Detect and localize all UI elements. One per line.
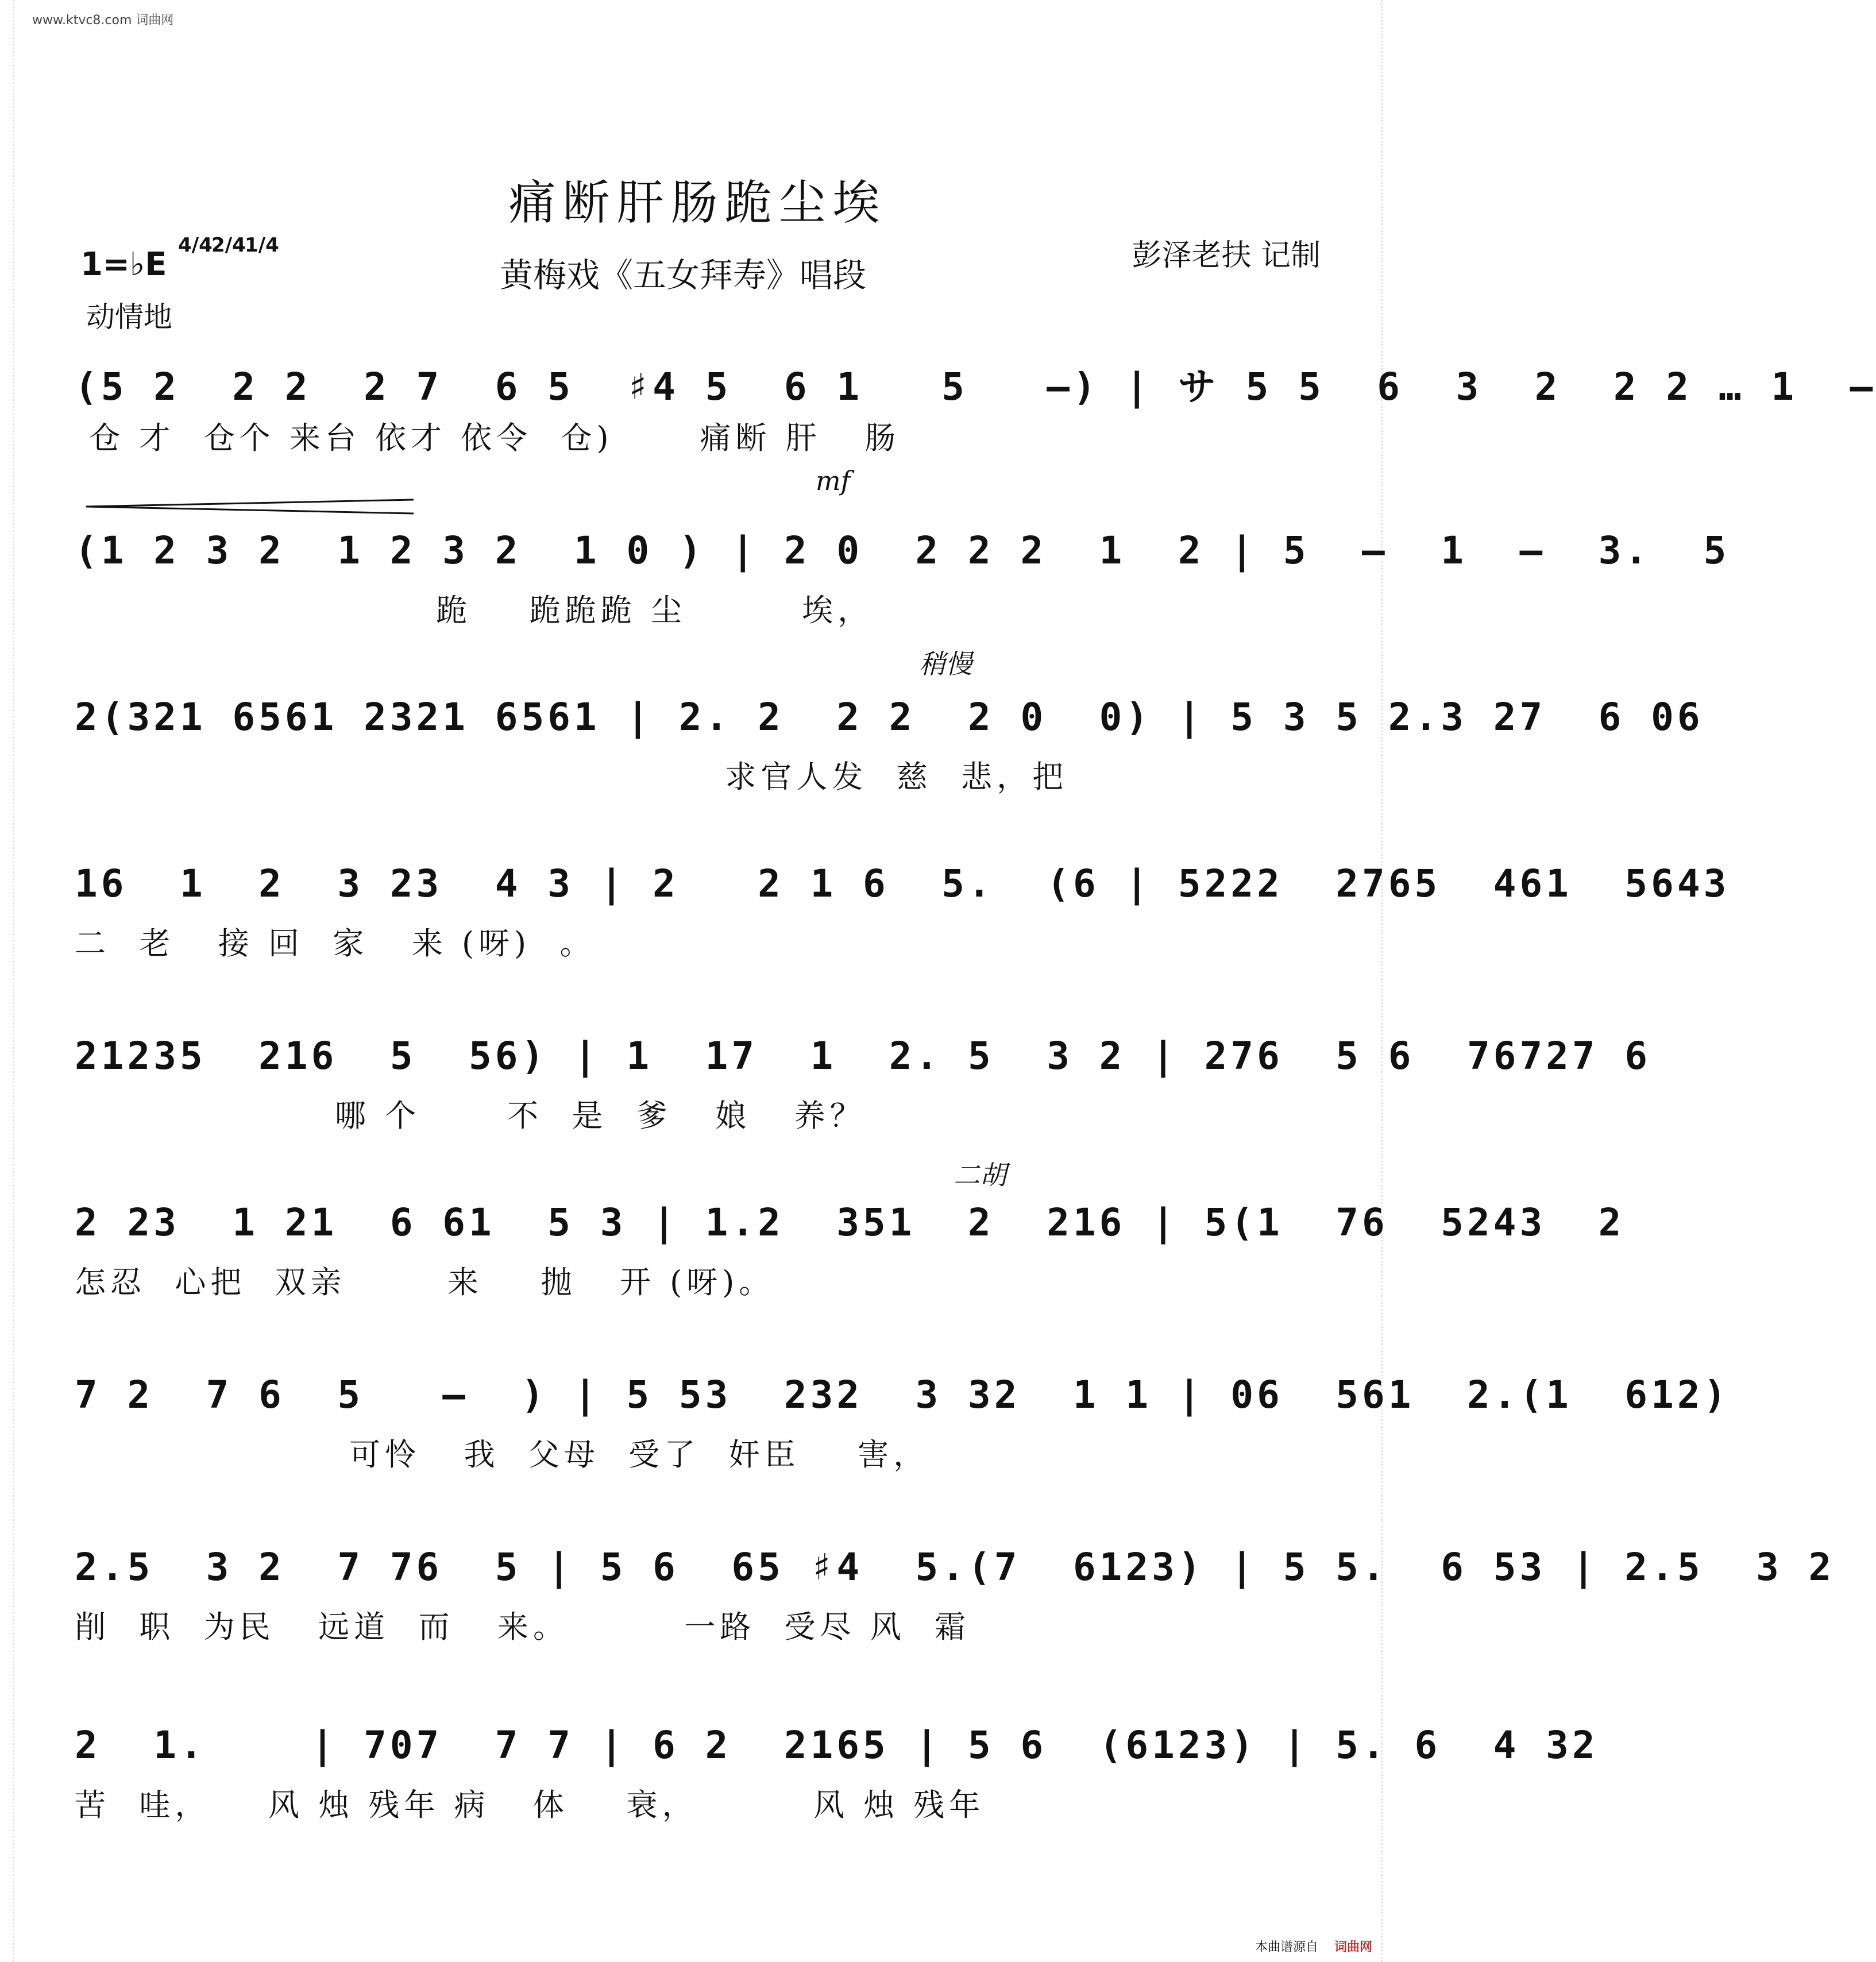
meter-value: 4/4: [178, 234, 213, 257]
dynamic-mf: mf: [816, 465, 851, 496]
footer-source: 本曲谱源自: [1254, 1940, 1318, 1955]
lyrics: 削 职 为民 远道 而 来。 一路 受尽 风 霜: [75, 1609, 971, 1645]
lyrics: 苦 哇， 风 烛 残年 病 体 衰， 风 烛 残年: [75, 1787, 985, 1823]
notation: 21235 216 5 56) | 1 17 1 2. 5 3 2 | 276 5 6 76727 6: [75, 1034, 1651, 1078]
tempo-marking: 动情地: [86, 300, 172, 334]
notation: 2 23 1 21 6 61 5 3 | 1.2 351 2 216 | 5(1 76 5243 2: [75, 1200, 1625, 1245]
lyrics: 仓 才 仓个 来台 依才 依令 仓) 痛断 肝 肠: [75, 420, 901, 456]
site-watermark: www.ktvc8.com 词曲网: [32, 13, 174, 28]
lyrics: 求官人发 慈 悲，把: [75, 759, 1068, 795]
key-signature: 1=♭E: [80, 246, 167, 283]
song-subtitle: 黄梅戏《五女拜寿》唱段: [500, 256, 867, 295]
notation: 2.5 3 2 7 76 5 | 5 6 65 ♯4 5.(7 6123) | 5 5. 6 53 | 2.5 3 2: [75, 1545, 1835, 1589]
notation: 2(321 6561 2321 6561 | 2. 2 2 2 2 0 0) | 5 3 5 2.3 27 6 06: [75, 695, 1704, 739]
lyrics: 跪 跪跪跪 尘 埃，: [75, 592, 874, 628]
footer-credit: [1255, 1937, 1372, 1955]
lyrics: 可怜 我 父母 受了 奸臣 害，: [75, 1436, 929, 1473]
lyrics: 哪 个 不 是 爹 娘 养？: [75, 1098, 866, 1134]
lyrics: 二 老 接 回 家 来 (呀) 。: [75, 925, 596, 961]
notation: (1 2 3 2 1 2 3 2 1 0 ) | 2 0 2 2 2 1 2 | 5 – 1 – 3. 5: [75, 528, 1730, 573]
meter-value: 2/4: [211, 234, 246, 257]
notation: 16 1 2 3 23 4 3 | 2 2 1 6 5. (6 | 5222 2765 461 5643: [75, 862, 1730, 906]
meter-value: 1/4: [245, 234, 279, 257]
transcriber-credit: 彭泽老扶 记制: [1132, 238, 1321, 273]
notation: 7 2 7 6 5 – ) | 5 53 232 3 32 1 1 | 06 561 2.(1 612): [75, 1373, 1730, 1417]
song-title: 痛断肝肠跪尘埃: [508, 176, 887, 230]
lyrics: 怎忍 心把 双亲 来 抛 开 (呀)。: [75, 1264, 775, 1300]
instrument-erhu: 二胡: [954, 1160, 1006, 1191]
notation: (5 2 2 2 2 7 6 5 ♯4 5 6 1 5 –) | サ 5 5 6 3 2 2 2 … 1 –: [75, 365, 1876, 409]
notation: 2 1. | 707 7 7 | 6 2 2165 | 5 6 (6123) | 5. 6 4 32: [75, 1723, 1599, 1767]
tempo-shaoman: 稍慢: [919, 648, 972, 679]
footer-brand[interactable]: 词曲网: [1334, 1940, 1372, 1955]
